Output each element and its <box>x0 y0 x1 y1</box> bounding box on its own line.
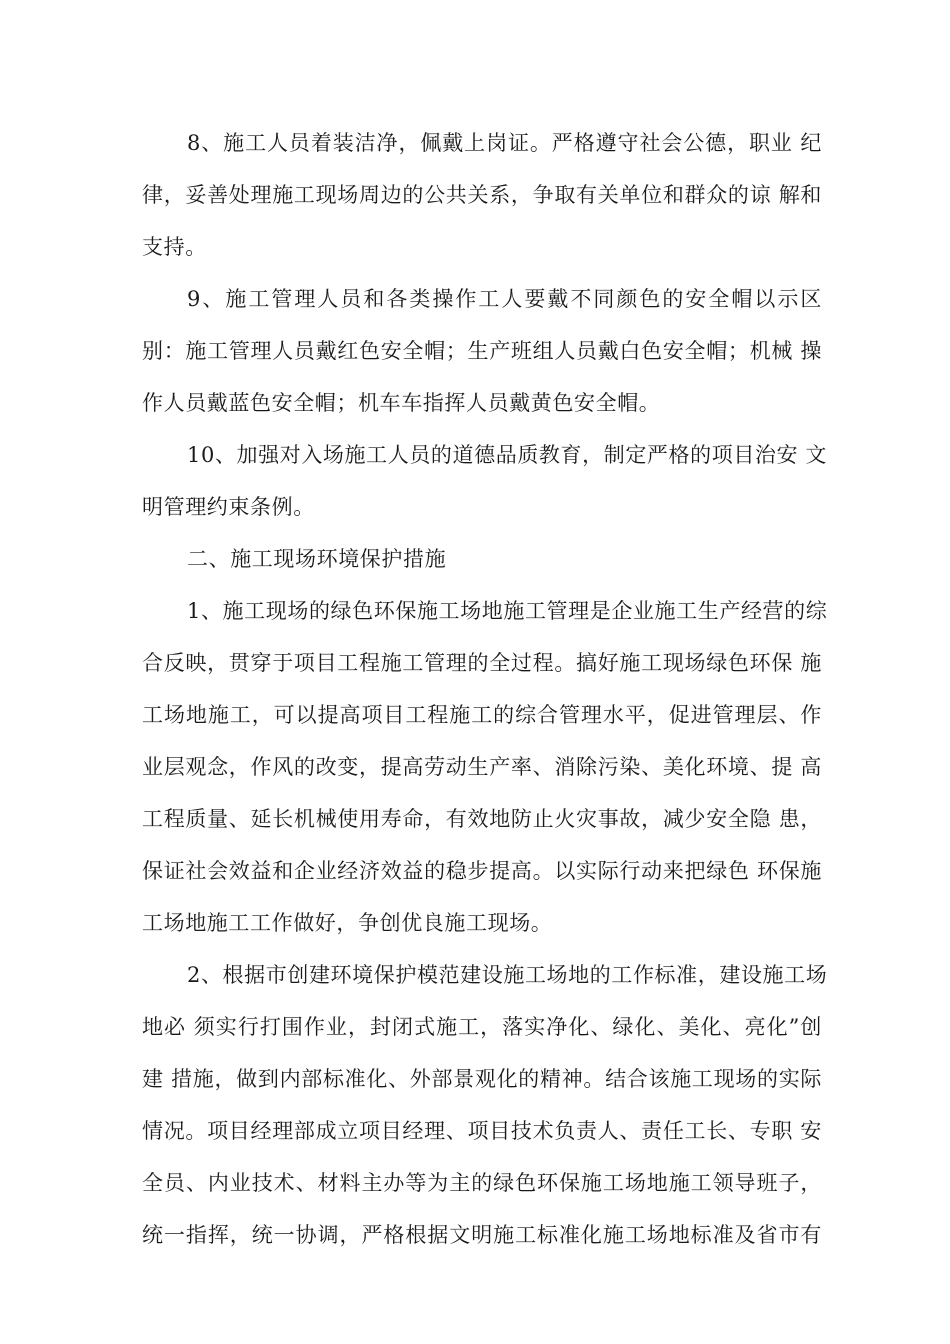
paragraph-line: 统一指挥，统一协调，严格根据文明施工标准化施工场地标准及省市有 <box>142 1223 822 1247</box>
paragraph-line: 1、施工现场的绿色环保施工场地施工管理是企业施工生产经营的综 <box>187 599 828 623</box>
paragraph-line: 保证社会效益和企业经济效益的稳步提高。以实际行动来把绿色 环保施 <box>142 859 822 883</box>
paragraph-line: 工程质量、延长机械使用寿命，有效地防止火灾事故，减少安全隐 患， <box>142 807 822 831</box>
paragraph-line: 建 措施，做到内部标准化、外部景观化的精神。结合该施工现场的实际 <box>142 1067 822 1091</box>
paragraph-line: 工场地施工工作做好，争创优良施工现场。 <box>142 911 553 935</box>
paragraph-line: 10、加强对入场施工人员的道德品质教育，制定严格的项目治安 文 <box>187 443 827 467</box>
paragraph-line: 8、施工人员着装洁净，佩戴上岗证。严格遵守社会公德，职业 纪 <box>187 131 822 155</box>
paragraph-line: 合反映，贯穿于项目工程施工管理的全过程。搞好施工现场绿色环保 施 <box>142 651 822 675</box>
paragraph-line: 工场地施工，可以提高项目工程施工的综合管理水平，促进管理层、作 <box>142 703 822 727</box>
paragraph-line: 9、施工管理人员和各类操作工人要戴不同颜色的安全帽以示区 <box>187 287 822 311</box>
paragraph-line: 业层观念，作风的改变，提高劳动生产率、消除污染、美化环境、提 高 <box>142 755 822 779</box>
paragraph-line: 地必 须实行打围作业，封闭式施工，落实净化、绿化、美化、亮化”创 <box>142 1015 822 1039</box>
paragraph-line: 支持。 <box>142 235 207 259</box>
paragraph-line: 情况。项目经理部成立项目经理、项目技术负责人、责任工长、专职 安 <box>142 1119 822 1143</box>
paragraph-line: 作人员戴蓝色安全帽；机车车指挥人员戴黄色安全帽。 <box>142 391 661 415</box>
paragraph-line: 律，妥善处理施工现场周边的公共关系，争取有关单位和群众的谅 解和 <box>142 183 822 207</box>
section-heading: 二、施工现场环境保护措施 <box>187 547 447 571</box>
paragraph-line: 2、根据市创建环境保护模范建设施工场地的工作标准，建设施工场 <box>187 963 828 987</box>
paragraph-line: 明管理约束条例。 <box>142 495 315 519</box>
paragraph-line: 全员、内业技术、材料主办等为主的绿色环保施工场地施工领导班子， <box>142 1171 822 1195</box>
paragraph-line: 别：施工管理人员戴红色安全帽；生产班组人员戴白色安全帽；机械 操 <box>142 339 822 363</box>
